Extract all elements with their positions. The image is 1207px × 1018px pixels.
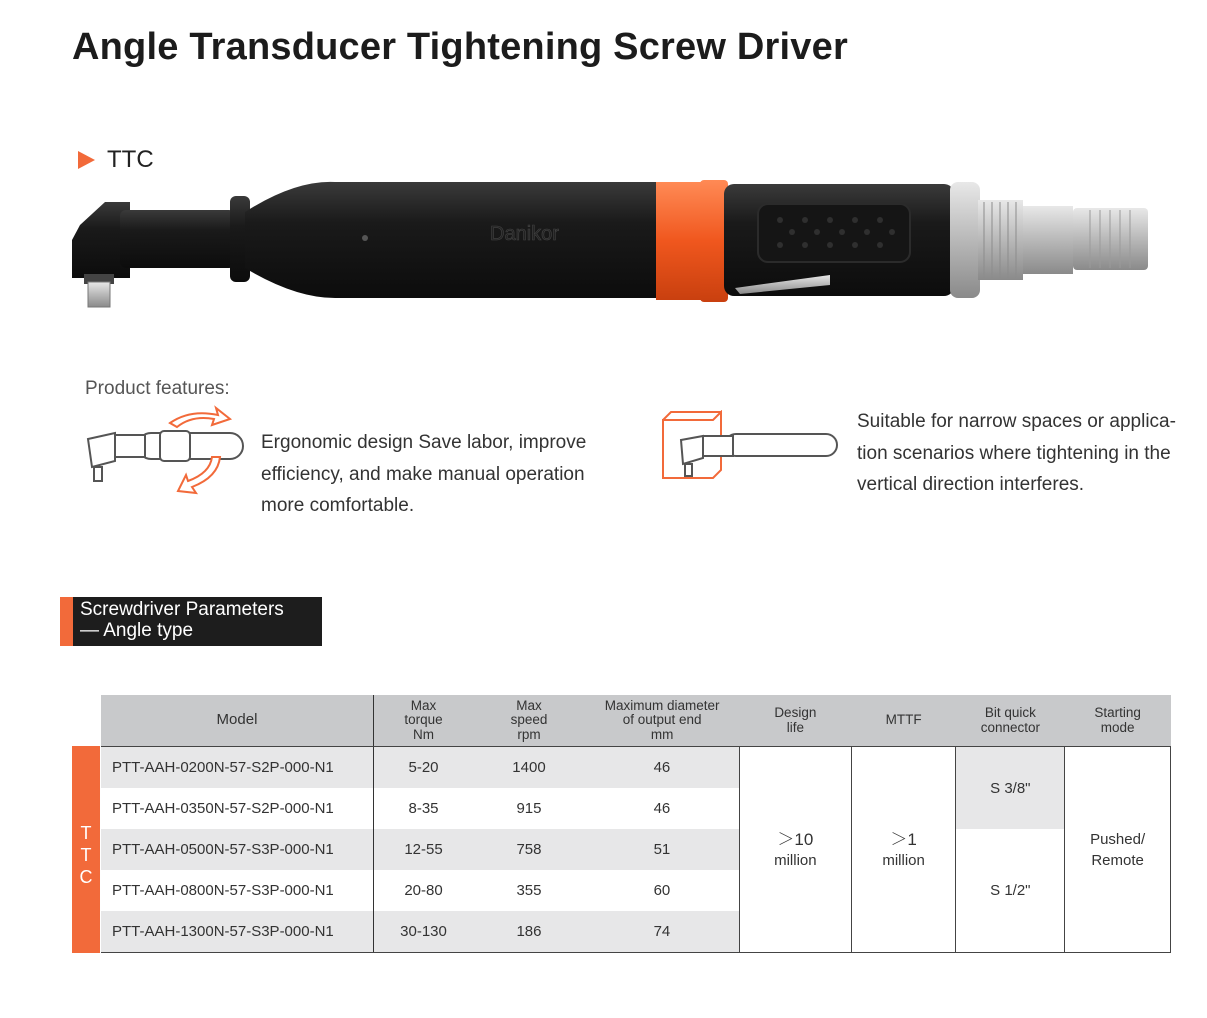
- cell-bit-connector-a: S 3/8": [956, 747, 1065, 830]
- cell-diameter: 46: [585, 747, 740, 789]
- header-max-torque: Max torque Nm: [373, 695, 473, 747]
- cell-diameter: 60: [653, 882, 671, 899]
- parameters-table: [101, 695, 1171, 953]
- banner-title-line2: — Angle type: [80, 620, 194, 641]
- section-banner: [60, 597, 322, 646]
- feature-ergonomic-text: Ergonomic design Save labor, improve efficiency, and make manual operation more comfortable.: [261, 432, 587, 516]
- cell-model: PTT-AAH-1300N-57-S3P-000-N1: [101, 911, 373, 953]
- header-design-life: Design life: [739, 695, 851, 747]
- page-title: Angle Transducer Tightening Screw Driver: [72, 26, 848, 68]
- play-arrow-icon: [78, 151, 95, 169]
- cell-speed: 915: [516, 800, 542, 817]
- cell-diameter: 51: [585, 829, 740, 870]
- cell-model: PTT-AAH-0800N-57-S3P-000-N1: [101, 870, 373, 911]
- cell-torque: 5-20: [373, 747, 473, 789]
- table-row: [101, 829, 1171, 870]
- cell-speed: 355: [516, 882, 542, 899]
- header-mttf: MTTF: [851, 695, 956, 747]
- side-tab-letter: T: [80, 845, 92, 865]
- cell-bit-connector-b: S 1/2": [956, 829, 1065, 953]
- header-max-diameter: Maximum diameter of output end mm: [585, 695, 740, 747]
- cell-model: PTT-AAH-0500N-57-S3P-000-N1: [101, 829, 373, 870]
- cell-torque: 8-35: [408, 800, 439, 817]
- header-model: Model: [101, 695, 373, 747]
- ttc-side-tab: [72, 746, 100, 953]
- header-starting-mode: Starting mode: [1065, 695, 1171, 747]
- cell-starting-mode: Pushed/ Remote: [1065, 747, 1171, 953]
- cell-torque: 20-80: [404, 882, 443, 899]
- banner-title-line1: Screwdriver Parameters: [80, 599, 284, 620]
- cell-diameter: 74: [585, 911, 740, 953]
- ergonomic-rotation-icon: [80, 405, 250, 500]
- feature-narrow-space-text: Suitable for narrow spaces or applica-tion scenarios where tightening in the vertical direction interferes.: [857, 411, 1176, 495]
- banner-accent-stripe: [60, 597, 73, 646]
- cell-speed: 1400: [473, 747, 585, 789]
- header-bit-connector: Bit quick connector: [956, 695, 1065, 747]
- features-heading: Product features:: [85, 378, 230, 399]
- cell-design-life: ＞10 million: [739, 747, 851, 953]
- cell-model: PTT-AAH-0200N-57-S2P-000-N1: [101, 747, 373, 789]
- narrow-space-icon: [655, 410, 845, 490]
- side-tab-letter: T: [80, 823, 92, 843]
- table-row: [101, 747, 1171, 789]
- product-label-text: TTC: [107, 146, 154, 173]
- cell-diameter: 46: [653, 800, 671, 817]
- cell-speed: 758: [473, 829, 585, 870]
- header-max-speed: Max speed rpm: [473, 695, 585, 747]
- screwdriver-product-image: [60, 170, 1160, 320]
- tool-brand-text: Danikor: [490, 223, 559, 245]
- cell-mttf: ＞1 million: [851, 747, 956, 953]
- cell-speed: 186: [473, 911, 585, 953]
- cell-torque: 12-55: [373, 829, 473, 870]
- cell-model: PTT-AAH-0350N-57-S2P-000-N1: [101, 788, 373, 829]
- cell-torque: 30-130: [373, 911, 473, 953]
- side-tab-letter: C: [79, 867, 93, 887]
